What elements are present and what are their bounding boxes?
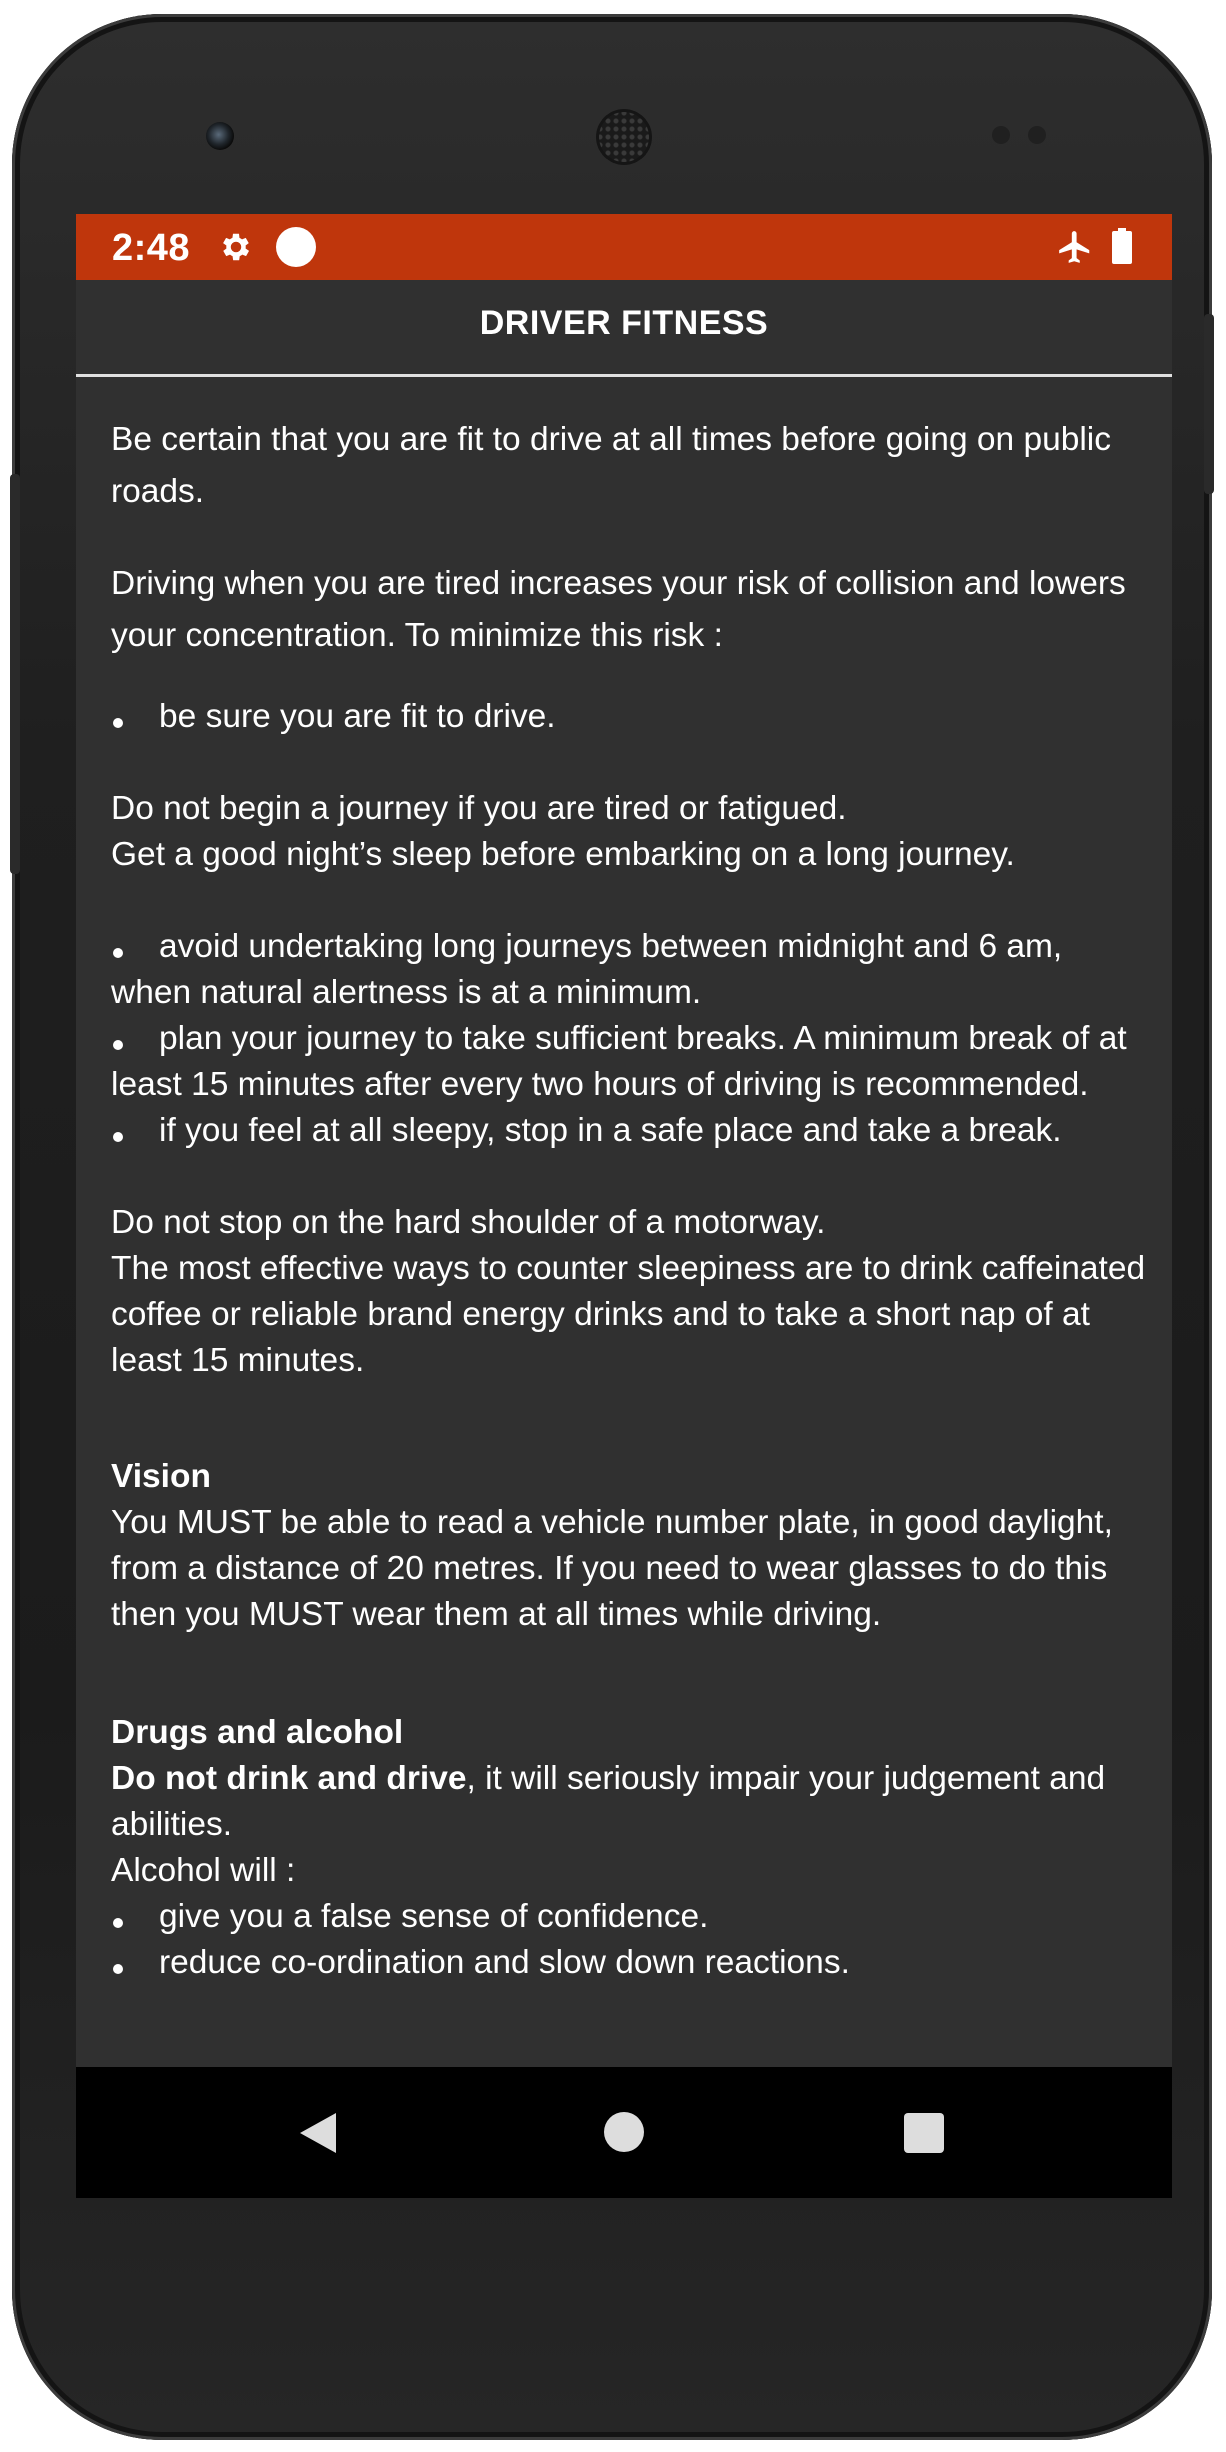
list-item-text: if you feel at all sleepy, stop in a safe place and take a break. xyxy=(159,1112,1062,1149)
circle-icon xyxy=(276,227,316,267)
home-icon[interactable] xyxy=(604,2112,644,2152)
list-item xyxy=(111,1108,1147,1154)
volume-button xyxy=(10,474,20,874)
earpiece-speaker xyxy=(596,109,652,165)
article-content[interactable] xyxy=(111,414,1147,1986)
list-item xyxy=(111,694,1147,740)
back-icon[interactable] xyxy=(298,2111,338,2155)
good-sleep-text: Get a good night’s sleep before embarking on a long journey. xyxy=(111,836,1015,873)
list-item-text: avoid undertaking long journeys between midnight and 6 am, when natural alertness is at a minimum. xyxy=(111,928,1063,1011)
list-item-text: be sure you are fit to drive. xyxy=(159,698,556,735)
gear-icon xyxy=(218,229,254,265)
power-button xyxy=(1204,314,1214,494)
list-item-text: plan your journey to take sufficient breaks. A minimum break of at least 15 minutes after every two hours of driving is recommended. xyxy=(111,1020,1127,1103)
app-bar xyxy=(76,280,1172,377)
list-item-text: reduce co-ordination and slow down reactions. xyxy=(159,1944,850,1981)
front-camera xyxy=(206,122,234,150)
vision-heading: Vision xyxy=(111,1458,211,1495)
navigation-bar xyxy=(76,2067,1172,2198)
list-item-text: give you a false sense of confidence. xyxy=(159,1898,709,1935)
airplane-mode-icon xyxy=(1056,228,1094,266)
counter-sleepiness-text: The most effective ways to counter sleepiness are to drink caffeinated coffee or reliable brand energy drinks and to take a short nap of at least 15 minutes. xyxy=(111,1250,1146,1379)
intro-paragraph: Be certain that you are fit to drive at all times before going on public roads. xyxy=(111,421,1111,510)
hard-shoulder-text: Do not stop on the hard shoulder of a motorway. xyxy=(111,1204,826,1241)
light-sensor xyxy=(1028,126,1046,144)
alcohol-will-text: Alcohol will : xyxy=(111,1852,296,1889)
tired-paragraph: Driving when you are tired increases your risk of collision and lowers your concentration. To minimize this risk : xyxy=(111,565,1126,654)
vision-text: You MUST be able to read a vehicle number plate, in good daylight, from a distance of 20 metres. If you need to wear glasses to do this then you MUST wear them at all times while driving. xyxy=(111,1504,1113,1633)
list-item xyxy=(111,1894,1147,1940)
drugs-heading: Drugs and alcohol xyxy=(111,1714,404,1751)
recents-icon[interactable] xyxy=(904,2113,944,2153)
no-journey-text: Do not begin a journey if you are tired or fatigued. xyxy=(111,790,847,827)
phone-frame xyxy=(12,14,1212,2440)
list-item xyxy=(111,924,1147,1016)
drink-rest-text: , it will seriously impair your judgement and abilities. xyxy=(111,1760,1106,1843)
list-item xyxy=(111,1940,1147,1986)
list-item xyxy=(111,1016,1147,1108)
battery-icon xyxy=(1112,228,1132,264)
page-title: DRIVER FITNESS xyxy=(479,304,769,342)
screen xyxy=(76,214,1172,2198)
drink-bold-text: Do not drink and drive xyxy=(111,1760,467,1797)
proximity-sensor xyxy=(992,126,1010,144)
drink-paragraph xyxy=(111,1756,1147,1848)
status-bar xyxy=(76,214,1172,280)
status-time: 2:48 xyxy=(112,227,191,269)
